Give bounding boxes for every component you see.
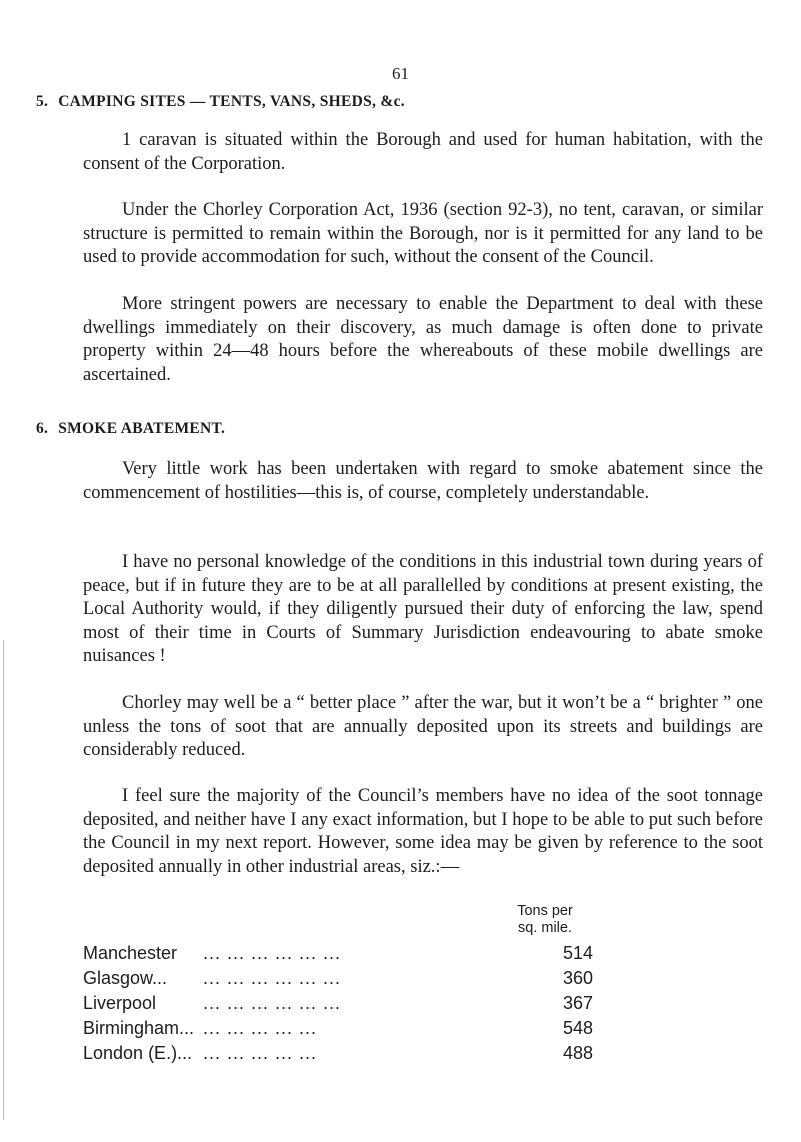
paragraph-better-place: Chorley may well be a “ better place ” after the war, but it won’t be a “ brighter ” one unless the tons of soot that are annually deposited upon its streets and buildings are considerably reduced. <box>83 693 763 761</box>
section-number: 6. <box>36 420 49 437</box>
paragraph-little-work: Very little work has been undertaken with regard to smoke abatement since the commencement of hostilities—this is, of course, completely understandable. <box>83 459 763 503</box>
section-number: 5. <box>36 93 49 110</box>
tons-value: 488 <box>563 1043 594 1063</box>
city-name: Liverpool <box>83 993 157 1013</box>
leader-dots: ... ... ... ... ... <box>203 1018 318 1038</box>
section-heading-smoke-abatement <box>36 420 225 438</box>
table-row <box>83 1043 623 1067</box>
table-row <box>83 968 623 992</box>
units-line-2: sq. mile. <box>518 920 572 936</box>
paragraph-soot-tonnage: I feel sure the majority of the Council’s members have no idea of the soot tonnage deposited, and neither have I any exact information, but I hope to be able to put such before the Council in my next report. However, some idea may be given by reference to the soot deposited annually in other industrial areas, siz.:— <box>83 786 763 877</box>
leader-dots: ... ... ... ... ... <box>203 1043 318 1063</box>
table-row <box>83 1018 623 1042</box>
table-row <box>83 943 623 967</box>
leader-dots: ... ... ... ... ... ... <box>203 943 342 963</box>
paragraph-corporation-act: Under the Chorley Corporation Act, 1936 (section 92-3), no tent, caravan, or similar structure is permitted to remain within the Borough, nor is it permitted for any land to be used to provide accommodation for such, without the consent of the Council. <box>83 200 763 268</box>
leader-dots: ... ... ... ... ... ... <box>203 993 342 1013</box>
city-name: London (E.)... <box>83 1043 193 1063</box>
page-edge-shadow <box>3 640 4 1120</box>
paragraph-personal-knowledge: I have no personal knowledge of the conditions in this industrial town during years of peace, but if in future they are to be at all parallelled by conditions at present existing, the Local Authority would, if they diligently pursued their duty of enforcing the law, spend most of their time in Courts of Summary Jurisdiction endeavouring to abate smoke nuisances ! <box>83 552 763 667</box>
city-name: Birmingham... <box>83 1018 195 1038</box>
table-row <box>83 993 623 1017</box>
paragraph-stringent-powers: More stringent powers are necessary to enable the Department to deal with these dwellings immediately on their discovery, as much damage is often done to private property within 24—48 hours before the whereabouts of these mobile dwellings are ascertained. <box>83 294 763 385</box>
section-title: CAMPING SITES — TENTS, VANS, SHEDS, &c. <box>58 93 405 110</box>
tons-value: 367 <box>563 993 594 1013</box>
paragraph-caravan: 1 caravan is situated within the Borough and used for human habitation, with the consent of the Corporation. <box>83 130 763 174</box>
leader-dots: ... ... ... ... ... ... <box>203 968 342 988</box>
city-name: Manchester <box>83 943 178 963</box>
units-line-1: Tons per <box>517 903 573 919</box>
tons-value: 514 <box>563 943 594 963</box>
city-name: Glasgow... <box>83 968 168 988</box>
section-title: SMOKE ABATEMENT. <box>58 420 226 437</box>
tons-value: 548 <box>563 1018 594 1038</box>
section-heading-camping-sites <box>36 93 405 111</box>
units-header <box>465 903 625 937</box>
tons-value: 360 <box>563 968 594 988</box>
page-number: 61 <box>392 64 409 83</box>
